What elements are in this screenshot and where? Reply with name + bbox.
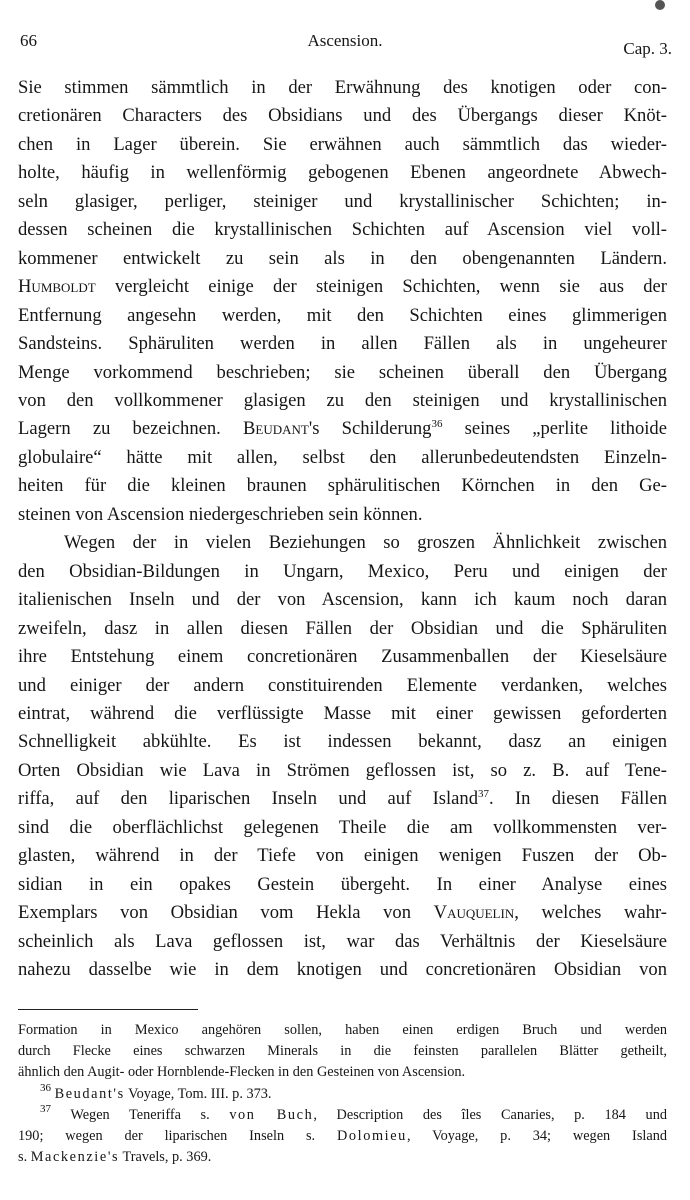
text-line: holte, häufig in wellenförmig gebogenen Ebenen angeordnete Abwech- <box>18 162 667 184</box>
text-line: sidian in ein opakes Gestein übergeht. In einer Analyse eines <box>18 873 667 895</box>
footnote-36 <box>18 1081 667 1105</box>
author-name: Beudant's <box>54 1085 125 1102</box>
author-name-vauquelin: Vauquelin <box>433 902 515 924</box>
text-line: glasten, während in der Tiefe von einigen wenigen Fuszen der Ob- <box>18 845 667 867</box>
author-name: Dolomieu <box>336 1128 407 1145</box>
text-run: Exemplars von Obsidian vom Hekla von <box>18 902 434 924</box>
text-line: seln glasiger, perliger, steiniger und krystallinischer Schichten; in- <box>18 190 667 212</box>
text-run: s. <box>18 1149 31 1166</box>
text-line: kommener entwickelt zu sein als in den obengenannten Ländern. <box>18 247 667 269</box>
footnote-ref-37: 37 <box>478 788 490 801</box>
footnote-rule <box>18 1009 198 1010</box>
text-line: chen in Lager überein. Sie erwähnen auch sämmtlich das wieder- <box>18 133 667 155</box>
text-line <box>18 415 667 443</box>
text-line: sind die oberflächlichst gelegenen Theile die am vollkommensten ver- <box>18 816 667 838</box>
text-line <box>18 273 667 301</box>
text-line: globulaire“ hätte mit allen, selbst den allerunbedeutendsten Einzeln- <box>18 446 667 468</box>
text-run: 190; wegen der liparischen Inseln s. <box>18 1128 337 1145</box>
footnote-line: durch Flecke eines schwarzen Minerals in die feinsten parallelen Blätter getheilt, <box>18 1043 667 1060</box>
text-line: scheinlich als Lava geflossen ist, war das Verhältnis der Kieselsäure <box>18 930 667 952</box>
text-line: cretionären Characters des Obsidians und des Übergangs dieser Knöt- <box>18 105 667 127</box>
text-line: Entfernung angesehn werden, mit den Schichten eines glimmerigen <box>18 304 667 326</box>
text-line <box>18 899 667 927</box>
text-run: vergleicht einige der steinigen Schichten, wenn sie aus der <box>95 276 667 298</box>
ink-spot <box>655 0 665 10</box>
text-line: Orten Obsidian wie Lava in Strömen geflossen ist, so z. B. auf Tene- <box>18 759 667 781</box>
footnote-line <box>18 1147 667 1168</box>
text-line: eintrat, während die verflüssigte Masse mit einer gewissen geforderten <box>18 702 667 724</box>
text-line: von den vollkommener glasigen zu den steinigen und krystallinischen <box>18 389 667 411</box>
text-line: zweifeln, dasz in allen diesen Fällen der Obsidian und die Sphäruliten <box>18 617 667 639</box>
text-run: riffa, auf den liparischen Inseln und auf Island <box>18 788 479 810</box>
text-run: Wegen Teneriffa s. <box>51 1106 230 1123</box>
footnotes <box>18 1020 667 1168</box>
text-run: 's Schilderung <box>308 418 432 440</box>
text-line: nahezu dasselbe wie in dem knotigen und concretionären Obsidian von <box>18 959 667 981</box>
footnote-ref-36: 36 <box>431 418 443 431</box>
text-line: und einiger der andern constituirenden Elemente verdanken, welches <box>18 674 667 696</box>
text-line: Sandsteins. Sphäruliten werden in allen Fällen als in ungeheurer <box>18 333 667 355</box>
text-line <box>18 785 667 813</box>
text-line: Schnelligkeit abkühlte. Es ist indessen bekannt, dasz an einigen <box>18 731 667 753</box>
footnote-line <box>18 1126 667 1147</box>
text-line: Sie stimmen sämmtlich in der Erwähnung des knotigen oder con- <box>18 77 667 98</box>
text-run: Voyage, Tom. III. p. 373. <box>124 1085 272 1102</box>
text-run: seines „perlite lithoide <box>442 418 667 440</box>
text-run: Lagern zu bezeichnen. <box>18 418 243 440</box>
footnote-line: Formation in Mexico angehören sollen, haben einen erdigen Bruch und werden <box>18 1022 667 1038</box>
text-line: den Obsidian-Bildungen in Ungarn, Mexico, Peru und einigen der <box>18 560 667 582</box>
footnote-number: 37 <box>40 1102 51 1115</box>
text-run: , Description des îles Canaries, p. 184 und <box>313 1106 667 1123</box>
text-line: heiten für die kleinen braunen sphärulitischen Körnchen in den Ge- <box>18 475 667 497</box>
text-line: ihre Entstehung einem concretionären Zusammenballen der Kieselsäure <box>18 646 667 668</box>
text-run: Travels, p. 369. <box>119 1149 212 1166</box>
paragraph-2 <box>18 529 667 984</box>
page-number: 66 <box>20 31 37 50</box>
text-line: steinen von Ascension niedergeschrieben sein können. <box>18 503 423 525</box>
paragraph-1 <box>18 74 667 529</box>
text-line: Wegen der in vielen Beziehungen so groszen Ähnlichkeit zwischen <box>64 532 667 554</box>
chapter-label: Cap. 3. <box>623 39 672 58</box>
body-text <box>18 74 667 985</box>
text-line: dessen scheinen die krystallinischen Schichten auf Ascension viel voll- <box>18 219 667 241</box>
text-line: Menge vorkommend beschrieben; sie scheinen überall den Übergang <box>18 361 667 383</box>
running-title: Ascension. <box>307 31 383 50</box>
footnote-37 <box>18 1102 667 1126</box>
text-run: , welches wahr- <box>514 902 668 924</box>
author-name-beudant: Beudant <box>243 418 309 440</box>
author-name-humboldt: Humboldt <box>18 276 96 298</box>
text-line: italienischen Inseln und der von Ascension, kann ich kaum noch daran <box>18 589 667 611</box>
text-run: . In diesen Fällen <box>489 788 667 810</box>
footnote-number: 36 <box>40 1081 51 1094</box>
author-name: Mackenzie's <box>30 1149 120 1166</box>
footnote-line: ähnlich den Augit- oder Hornblende-Flecken in den Gesteinen von Ascension. <box>18 1064 466 1081</box>
text-run: , Voyage, p. 34; wegen Island <box>406 1128 667 1145</box>
author-name: von Buch <box>229 1106 314 1123</box>
